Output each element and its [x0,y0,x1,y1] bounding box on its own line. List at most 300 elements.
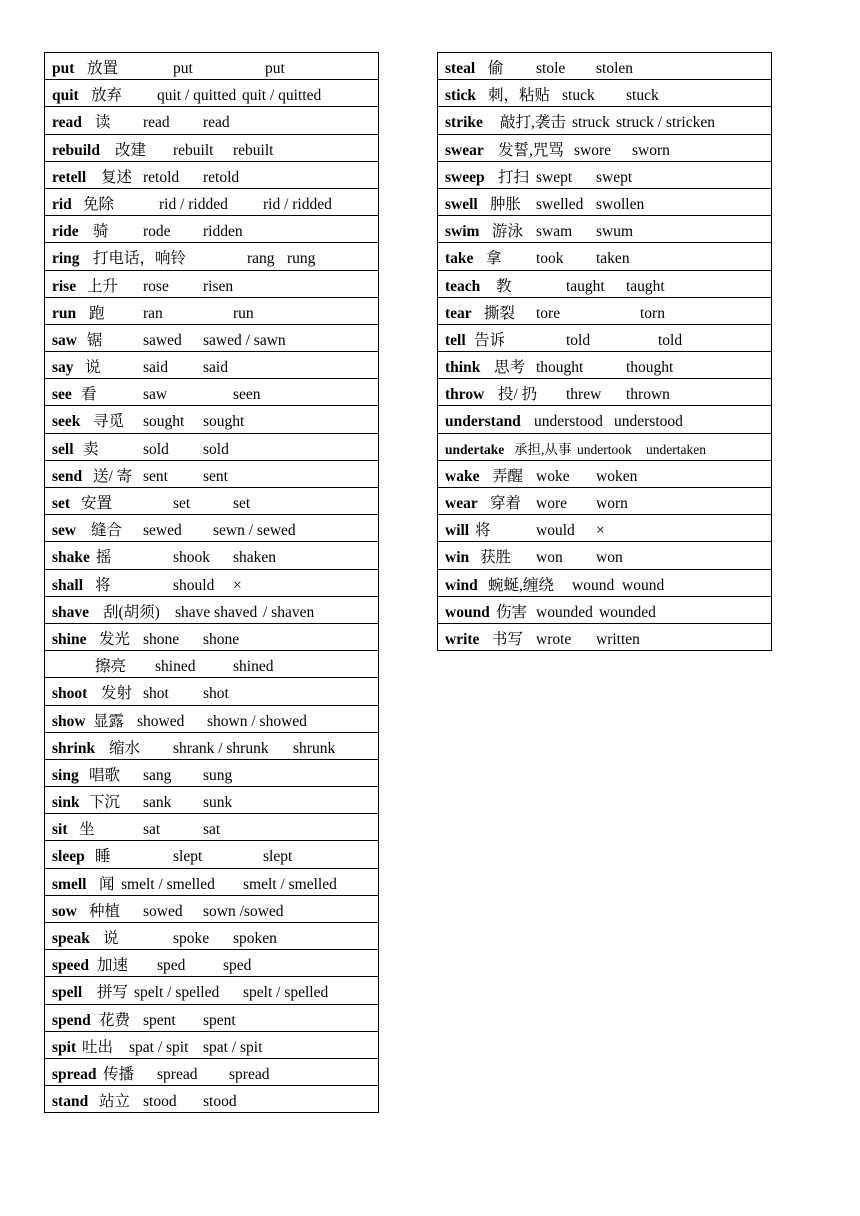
verb-base-form: shoot [52,685,88,703]
verb-row [437,379,772,406]
verb-row [437,434,772,461]
verb-past-participle: spat / spit [203,1038,263,1056]
verb-row [44,135,379,162]
verb-past-tense: swam [536,223,573,241]
verb-base-form: shine [52,630,87,648]
verb-past-participle: stuck [626,87,659,105]
verb-past-tense: spread [157,1065,198,1083]
verb-past-tense: struck [572,114,610,132]
verb-past-tense: wrote [536,630,572,648]
verb-past-tense: taught [566,277,605,295]
verb-meaning: 跑 [89,304,105,322]
verb-row [44,814,379,841]
verb-past-tense: thought [536,359,584,377]
verb-row [44,760,379,787]
verb-meaning: 显露 [93,712,125,730]
verb-meaning: 肿胀 [490,195,522,213]
verb-past-tense: ran [143,304,163,322]
verb-past-tense: spelt / spelled [134,984,220,1002]
verb-past-tense: swept [536,168,573,186]
verb-meaning: 睡 [95,848,111,866]
verb-row [437,80,772,107]
verb-past-participle: told [658,331,683,349]
verb-past-participle: rung [287,250,316,268]
verb-row [44,869,379,896]
verb-past-participle: wound [622,576,665,594]
verb-past-participle: sawed / sawn [203,331,286,349]
verb-meaning: 下沉 [89,794,121,812]
verb-base-form: rid [52,195,72,213]
verb-meaning: 教 [496,277,512,295]
verb-past-tense: rebuilt [173,141,214,159]
verb-past-tense: won [536,549,563,567]
verb-past-tense: sped [157,957,186,975]
verb-row [44,651,379,678]
verb-past-participle: sunk [203,794,233,812]
verb-past-tense: wounded [536,603,593,621]
verb-row [437,515,772,542]
verb-past-participle: wounded [599,603,656,621]
verb-past-tense: spat / spit [129,1038,189,1056]
verb-base-form: shall [52,576,84,594]
verb-meaning: 将 [95,576,111,594]
verb-past-participle: torn [640,304,665,322]
verb-meaning: 送/ 寄 [93,467,133,485]
verb-past-tense: stood [143,1093,177,1111]
verb-meaning: 坐 [79,821,95,839]
verb-past-tense: shone [143,630,180,648]
verb-row [44,243,379,270]
verb-base-form: teach [445,277,481,295]
verb-past-participle: struck / stricken [616,114,716,132]
verb-past-tense: understood [534,413,603,431]
verb-meaning: 承担,从事 [514,441,572,457]
verb-base-form: wear [445,495,478,512]
verb-past-tense: took [536,250,564,268]
verb-past-participle: undertaken [646,441,706,457]
verb-past-participle: shown / showed [207,712,307,730]
verb-past-participle: woken [596,467,638,485]
verb-base-form: swear [445,141,484,159]
verb-past-tense: tore [536,304,561,322]
verb-past-participle: shined [233,658,274,676]
verb-base-form: write [445,630,480,648]
verb-base-form: run [52,304,77,322]
verb-meaning: 告诉 [474,331,506,349]
verb-past-participle: sewn / sewed [213,522,296,540]
verb-row [437,624,772,651]
verb-meaning: 撕裂 [484,304,516,322]
verb-row [44,597,379,624]
verb-meaning: 种植 [89,902,121,920]
verb-meaning: 刮(胡须) [103,603,160,621]
verb-past-participle: read [203,114,230,132]
verb-base-form: throw [445,386,485,404]
right-verb-table [437,52,772,651]
verb-base-form: shrink [52,739,96,757]
verb-meaning: 打扫 [498,168,530,186]
verb-past-participle: shrunk [293,739,336,757]
verb-meaning: 发誓,咒骂 [498,141,564,159]
verb-row [44,325,379,352]
verb-base-form: swim [445,223,480,241]
verb-past-tense: sank [143,794,172,812]
verb-past-tense: would [536,522,575,540]
verb-row [437,189,772,216]
verb-past-participle: slept [263,848,293,866]
verb-past-tense: spent [143,1011,176,1029]
verb-base-form: speak [52,930,90,947]
verb-past-participle: risen [203,277,234,295]
verb-row [44,1005,379,1032]
verb-row [44,488,379,515]
verb-past-tense: smelt / smelled [121,875,215,893]
verb-row [437,542,772,569]
verb-meaning: 寻觅 [93,413,125,431]
verb-meaning: 投/ 扔 [498,386,538,404]
verb-past-tense: rid / ridded [159,195,228,213]
verb-past-tense: should [173,576,215,594]
verb-past-tense: showed [137,712,185,730]
verb-past-tense: rode [143,223,171,241]
verb-base-form: smell [52,875,87,893]
verb-past-tense: sawed [143,331,182,349]
verb-past-tense: set [173,495,191,512]
verb-meaning: 摇 [96,549,112,567]
verb-base-form: swell [445,195,478,213]
verb-row [44,624,379,651]
verb-meaning: 缝合 [91,522,123,540]
verb-past-participle: sped [223,957,252,975]
verb-past-participle: shaken [233,549,277,567]
verb-base-form: steal [445,60,476,77]
verb-meaning: 缩水 [109,739,141,757]
verb-past-tense: sang [143,766,172,784]
verb-row [437,53,772,80]
verb-row [44,923,379,950]
verb-row [44,1059,379,1086]
verb-past-participle: thrown [626,386,670,404]
verb-base-form: sleep [52,848,85,866]
verb-row [44,461,379,488]
verb-base-form: understand [445,413,521,431]
verb-past-participle: said [203,359,228,377]
verb-meaning: 说 [85,359,101,377]
verb-meaning: 拿 [486,250,502,268]
verb-base-form: sweep [445,168,485,186]
verb-meaning: 吐出 [82,1038,114,1056]
verb-past-tense: sought [143,413,185,431]
verb-past-participle: seen [233,386,261,404]
verb-meaning: 锯 [87,331,103,349]
verb-past-tense: put [173,60,193,77]
verb-meaning: 免除 [83,195,115,213]
verb-meaning: 加速 [97,957,129,975]
verb-row [437,488,772,515]
verb-row [44,1086,379,1113]
verb-past-tense: shot [143,685,169,703]
verb-base-form: sit [52,821,68,839]
verb-meaning: 闻 [99,875,115,893]
verb-base-form: seek [52,413,81,431]
verb-past-participle: put [265,60,285,77]
verb-base-form: stick [445,87,476,105]
verb-row [437,461,772,488]
verb-past-tense: wore [536,495,567,512]
verb-meaning: 放弃 [91,87,123,105]
verb-base-form: ring [52,250,80,268]
verb-row [44,434,379,461]
verb-meaning: 敲打,袭击 [500,114,566,132]
verb-past-participle: sold [203,440,229,458]
verb-past-tense: sent [143,467,168,485]
verb-past-tense: saw [143,386,168,404]
verb-base-form: retell [52,168,87,186]
verb-past-tense: slept [173,848,203,866]
verb-base-form: put [52,60,75,77]
verb-past-tense: wound [572,576,615,594]
verb-base-form: strike [445,114,483,132]
verb-row [44,189,379,216]
verb-meaning: 看 [81,386,97,404]
verb-row [44,787,379,814]
verb-row [437,216,772,243]
verb-base-form: spit [52,1038,77,1056]
verb-past-participle: rid / ridded [263,195,332,213]
verb-past-participle: swept [596,168,633,186]
verb-past-participle: shot [203,685,229,703]
verb-meaning: 传播 [103,1065,135,1083]
verb-past-tense: threw [566,386,602,404]
verb-base-form: win [445,549,470,567]
verb-past-participle: sworn [632,141,670,159]
verb-row [44,706,379,733]
verb-past-tense: sat [143,821,161,839]
verb-past-tense: spoke [173,930,210,947]
verb-meaning: 发射 [101,685,133,703]
verb-past-tense: woke [536,467,570,485]
verb-meaning: 站立 [99,1093,131,1111]
verb-past-tense: shrank / shrunk [173,739,269,757]
verb-past-participle: rebuilt [233,141,274,159]
verb-past-tense: retold [143,168,180,186]
verb-past-tense: sold [143,440,169,458]
verb-base-form: will [445,522,470,540]
verb-base-form: take [445,250,474,268]
verb-meaning: 安置 [81,495,113,512]
verb-past-participle: thought [626,359,674,377]
verb-base-form: rise [52,277,77,295]
verb-past-participle: taught [626,277,665,295]
verb-base-form: shave [52,603,90,621]
verb-past-tense: shave shaved [175,603,258,621]
verb-row [44,80,379,107]
verb-row [437,135,772,162]
verb-base-form: speed [52,957,90,975]
verb-meaning: 花费 [99,1011,131,1029]
verb-base-form: sow [52,902,77,920]
verb-past-participle: shone [203,630,240,648]
verb-meaning: 穿着 [490,495,522,512]
verb-meaning: 复述 [101,168,133,186]
verb-meaning: 改建 [115,141,147,159]
verb-base-form: wake [445,467,480,485]
verb-row [44,950,379,977]
verb-meaning: 获胜 [480,549,512,567]
verb-row [437,325,772,352]
verb-meaning: 偷 [488,60,504,77]
verb-base-form: saw [52,331,77,349]
verb-base-form: undertake [445,441,505,457]
verb-base-form: sell [52,440,74,458]
verb-row [44,515,379,542]
verb-past-participle: understood [614,413,683,431]
verb-base-form: shake [52,549,90,567]
verb-meaning: 擦亮 [95,658,127,676]
verb-row [437,406,772,433]
verb-past-tense: stole [536,60,566,77]
verb-meaning: 游泳 [492,223,524,241]
verb-meaning: 发光 [99,630,131,648]
verb-base-form: rebuild [52,141,100,159]
verb-past-tense: rang [247,250,275,268]
verb-meaning: 卖 [83,440,99,458]
verb-past-participle: sought [203,413,245,431]
verb-base-form: spell [52,984,83,1002]
verb-row [44,298,379,325]
verb-past-participle: won [596,549,623,567]
verb-meaning: 打电话，响铃 [93,250,187,268]
verb-row [44,733,379,760]
verb-past-participle: sung [203,766,233,784]
verb-meaning: 骑 [93,223,109,241]
verb-meaning: 思考 [494,359,526,377]
verb-row [437,107,772,134]
verb-row [44,1032,379,1059]
verb-past-participle: smelt / smelled [243,875,337,893]
verb-base-form: send [52,467,83,485]
verb-row [44,162,379,189]
verb-row [44,352,379,379]
verb-past-tense: quit / quitted [157,87,237,105]
verb-base-form: sink [52,794,80,812]
verb-base-form: spend [52,1011,91,1029]
verb-row [437,352,772,379]
verb-meaning: 唱歌 [89,766,121,784]
verb-past-tense: stuck [562,87,595,105]
verb-base-form: show [52,712,86,730]
verb-row [44,216,379,243]
verb-row [437,243,772,270]
verb-past-participle: written [596,630,640,648]
verb-past-participle: set [233,495,251,512]
verb-past-participle: spent [203,1011,236,1029]
verb-past-tense: said [143,359,168,377]
verb-base-form: sew [52,522,77,540]
verb-row [44,53,379,80]
verb-past-participle: / shaven [263,603,315,621]
verb-base-form: think [445,359,481,377]
verb-past-participle: spelt / spelled [243,984,329,1002]
verb-past-participle: taken [596,250,630,268]
verb-base-form: spread [52,1065,97,1083]
verb-base-form: wound [445,603,490,621]
verb-meaning: 弄醒 [492,467,524,485]
verb-row [437,570,772,597]
verb-row [437,298,772,325]
verb-meaning: 伤害 [496,603,528,621]
verb-meaning: 拼写 [97,984,129,1002]
verb-past-tense: shook [173,549,211,567]
verb-past-participle: quit / quitted [242,87,322,105]
verb-base-form: quit [52,87,79,105]
verb-row [44,570,379,597]
verb-row [44,542,379,569]
verb-meaning: 将 [475,522,491,540]
verb-base-form: ride [52,223,79,241]
verb-meaning: 读 [95,114,111,132]
verb-meaning: 上升 [87,277,119,295]
verb-past-participle: spoken [233,930,277,947]
verb-row [44,271,379,298]
verb-row [437,162,772,189]
verb-base-form: tell [445,331,466,349]
verb-past-tense: shined [155,658,196,676]
verb-row [44,678,379,705]
verb-base-form: read [52,114,82,132]
verb-past-participle: ridden [203,223,243,241]
verb-past-participle: spread [229,1065,270,1083]
verb-meaning: 书写 [492,630,524,648]
verb-past-participle: swollen [596,195,645,213]
verb-past-tense: sowed [143,902,183,920]
verb-past-participle: sat [203,821,221,839]
verb-base-form: say [52,359,74,377]
verb-past-participle: stood [203,1093,237,1111]
verb-past-participle: × [233,576,242,594]
verb-meaning: 放置 [87,60,119,77]
verb-base-form: tear [445,304,472,322]
verb-row [44,896,379,923]
verb-row [437,597,772,624]
verb-past-tense: told [566,331,591,349]
verb-past-participle: sown /sowed [203,902,284,920]
verb-row [44,841,379,868]
verb-past-participle: worn [596,495,628,512]
verb-base-form: set [52,495,71,512]
verb-row [44,379,379,406]
verb-past-participle: swum [596,223,634,241]
verb-past-participle: × [596,522,605,540]
verb-row [44,406,379,433]
verb-meaning: 说 [103,930,119,947]
verb-past-participle: stolen [596,60,634,77]
left-verb-table [44,52,379,1113]
verb-meaning: 刺，粘贴 [488,87,551,105]
verb-meaning: 蜿蜒,缠绕 [488,576,554,594]
verb-past-tense: undertook [577,441,632,457]
verb-past-participle: retold [203,168,240,186]
verb-base-form: stand [52,1093,89,1111]
verb-past-participle: run [233,304,254,322]
verb-row [44,107,379,134]
verb-past-participle: sent [203,467,228,485]
verb-past-tense: rose [143,277,169,295]
verb-base-form: sing [52,766,79,784]
verb-base-form: see [52,386,72,404]
verb-past-tense: sewed [143,522,182,540]
verb-row [44,977,379,1004]
